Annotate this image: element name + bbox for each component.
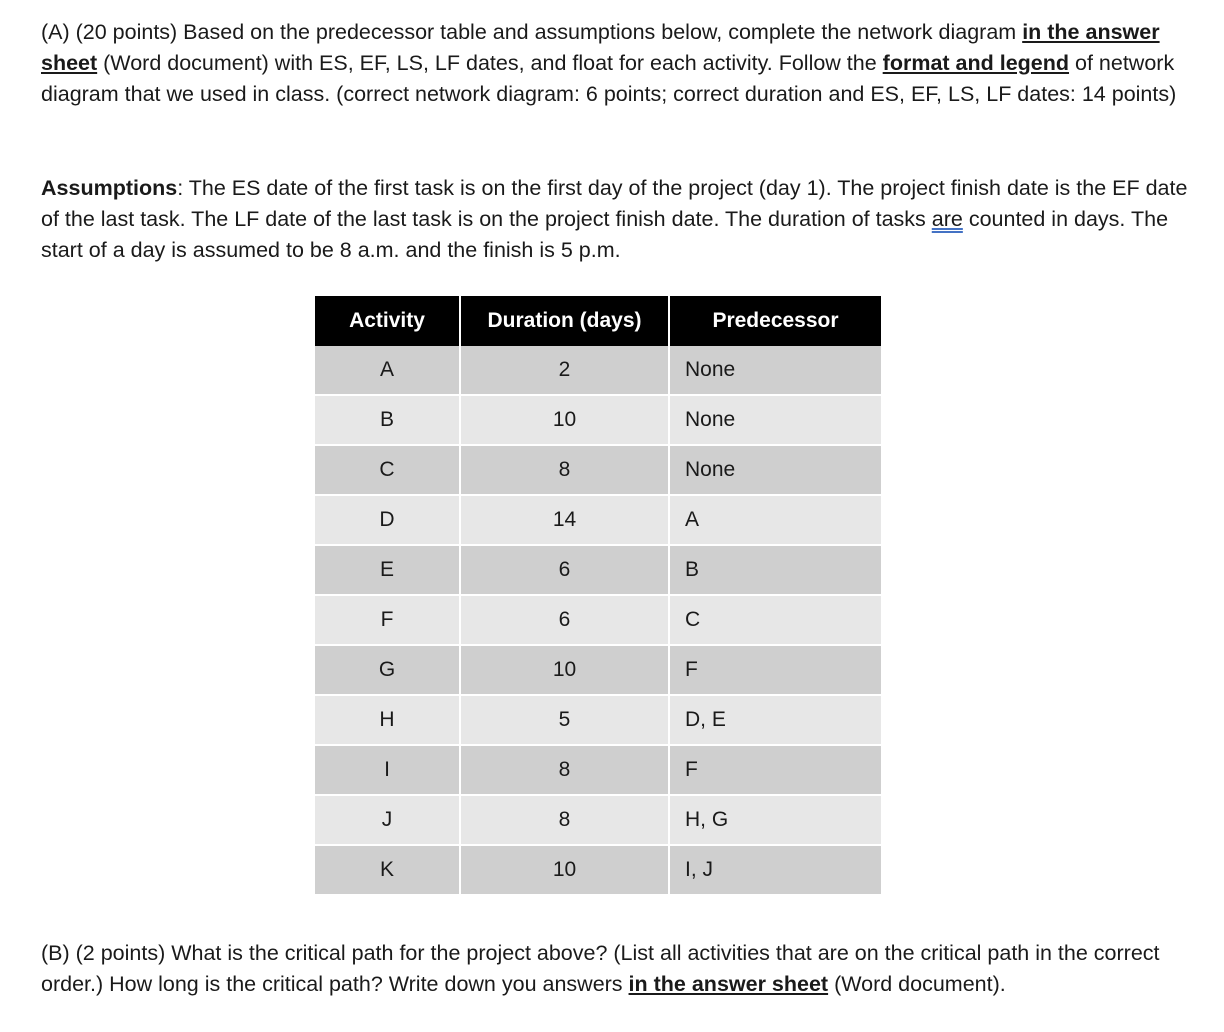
table-header-row <box>315 296 881 346</box>
table-row <box>315 395 881 445</box>
duration-cell: 10 <box>460 845 669 895</box>
predecessor-cell: None <box>669 445 881 495</box>
format-legend-emphasis: format and legend <box>882 51 1070 75</box>
predecessor-cell: None <box>669 395 881 445</box>
duration-cell: 8 <box>460 445 669 495</box>
predecessor-cell: B <box>669 545 881 595</box>
table-row <box>315 645 881 695</box>
part-a-question: (A) (20 points) Based on the predecessor table and assumptions below, complete the network diagram in the answer sheet (Word document) with ES, EF, LS, LF dates, and float for each activity. Follow the format and legend of network diagram that we used in class. (correct network diagram: 6 points; correct duration and ES, EF, LS, LF dates: 14 points) <box>41 20 1177 106</box>
header-activity: Activity <box>315 296 460 346</box>
part-b-question: (B) (2 points) What is the critical path for the project above? (List all activities that are on the critical path in the correct order.) How long is the critical path? Write down you answers in the answer sheet (Word document). <box>41 941 1160 996</box>
duration-cell: 6 <box>460 595 669 645</box>
table-row <box>315 346 881 395</box>
table-row <box>315 495 881 545</box>
duration-cell: 6 <box>460 545 669 595</box>
answer-sheet-emphasis: in the answer sheet <box>628 972 829 996</box>
activity-cell: G <box>315 645 460 695</box>
table-row <box>315 795 881 845</box>
activity-cell: H <box>315 695 460 745</box>
duration-cell: 5 <box>460 695 669 745</box>
grammar-flag-are: are <box>931 207 963 231</box>
duration-cell: 10 <box>460 645 669 695</box>
activity-cell: A <box>315 346 460 395</box>
duration-cell: 10 <box>460 395 669 445</box>
predecessor-cell: D, E <box>669 695 881 745</box>
activity-cell: I <box>315 745 460 795</box>
table-row <box>315 595 881 645</box>
activity-cell: D <box>315 495 460 545</box>
table-row <box>315 745 881 795</box>
assumptions-paragraph: Assumptions: The ES date of the first task is on the first day of the project (day 1). The project finish date is the EF date of the last task. The LF date of the last task is on the project finish date. The duration of tasks are counted in days. The start of a day is assumed to be 8 a.m. and the finish is 5 p.m. <box>41 176 1188 262</box>
activity-cell: K <box>315 845 460 895</box>
duration-cell: 2 <box>460 346 669 395</box>
predecessor-cell: F <box>669 745 881 795</box>
activity-cell: J <box>315 795 460 845</box>
predecessor-cell: C <box>669 595 881 645</box>
table-row <box>315 695 881 745</box>
activity-cell: B <box>315 395 460 445</box>
header-predecessor: Predecessor <box>669 296 881 346</box>
duration-cell: 14 <box>460 495 669 545</box>
table-row <box>315 545 881 595</box>
table-row <box>315 445 881 495</box>
answer-sheet-emphasis: in the answer sheet <box>41 20 1160 75</box>
activity-cell: C <box>315 445 460 495</box>
predecessor-cell: A <box>669 495 881 545</box>
duration-cell: 8 <box>460 795 669 845</box>
predecessor-cell: None <box>669 346 881 395</box>
predecessor-cell: H, G <box>669 795 881 845</box>
duration-cell: 8 <box>460 745 669 795</box>
predecessor-cell: F <box>669 645 881 695</box>
predecessor-table <box>315 296 881 896</box>
table-row <box>315 845 881 895</box>
activity-cell: E <box>315 545 460 595</box>
assumptions-label: Assumptions <box>41 176 178 200</box>
activity-cell: F <box>315 595 460 645</box>
header-duration: Duration (days) <box>460 296 669 346</box>
predecessor-cell: I, J <box>669 845 881 895</box>
